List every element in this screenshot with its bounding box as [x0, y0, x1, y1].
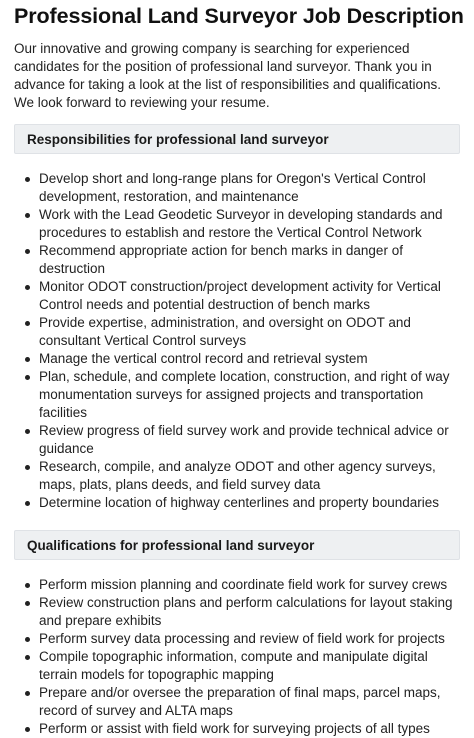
list-item: Prepare and/or oversee the preparation of final maps, parcel maps, record of survey and ALTA maps — [14, 684, 460, 720]
list-item: Compile topographic information, compute and manipulate digital terrain models for topographic mapping — [14, 648, 460, 684]
list-item: Develop short and long-range plans for Oregon's Vertical Control development, restoration, and maintenance — [14, 170, 460, 206]
qualifications-header — [14, 530, 460, 560]
list-item: Perform survey data processing and review of field work for projects — [14, 630, 460, 648]
intro-paragraph: Our innovative and growing company is searching for experienced candidates for the position of professional land surveyor. Thank you in advance for taking a look at the list of responsibilities and qualifications. We look forward to reviewing your resume. — [14, 41, 441, 110]
list-item: Monitor ODOT construction/project development activity for Vertical Control needs and potential destruction of bench marks — [14, 278, 460, 314]
list-item: Plan, schedule, and complete location, construction, and right of way monumentation surveys for assigned projects and transportation facilities — [14, 368, 460, 422]
list-item: Perform mission planning and coordinate field work for survey crews — [14, 576, 460, 594]
responsibilities-header — [14, 124, 460, 154]
list-item: Provide expertise, administration, and oversight on ODOT and consultant Vertical Control surveys — [14, 314, 460, 350]
list-item: Determine location of highway centerlines and property boundaries — [14, 494, 460, 512]
qualifications-heading: Qualifications for professional land surveyor — [27, 537, 315, 553]
list-item: Review construction plans and perform calculations for layout staking and prepare exhibits — [14, 594, 460, 630]
qualifications-list — [14, 576, 460, 738]
list-item: Research, compile, and analyze ODOT and other agency surveys, maps, plats, plans deeds, and field survey data — [14, 458, 460, 494]
list-item: Perform or assist with field work for surveying projects of all types — [14, 720, 460, 738]
responsibilities-heading: Responsibilities for professional land surveyor — [27, 131, 329, 147]
list-item: Work with the Lead Geodetic Surveyor in developing standards and procedures to establish and restore the Vertical Control Network — [14, 206, 460, 242]
list-item: Manage the vertical control record and retrieval system — [14, 350, 460, 368]
responsibilities-list — [14, 170, 460, 512]
page-title: Professional Land Surveyor Job Description — [14, 4, 464, 28]
list-item: Review progress of field survey work and provide technical advice or guidance — [14, 422, 460, 458]
list-item: Recommend appropriate action for bench marks in danger of destruction — [14, 242, 460, 278]
